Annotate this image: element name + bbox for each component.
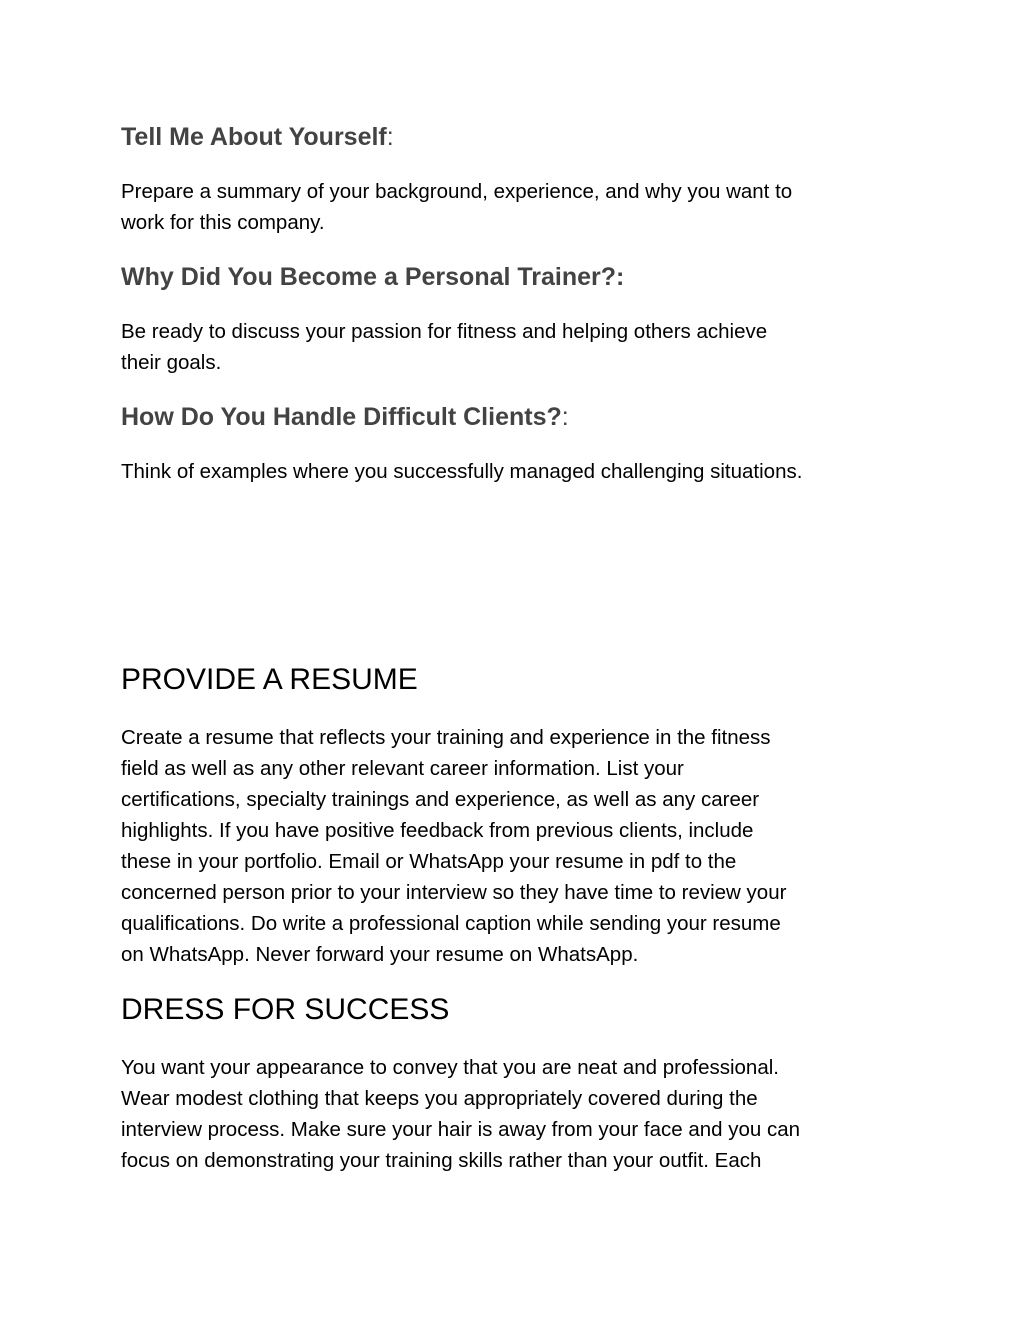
text-line: Prepare a summary of your background, experience, and why you want to <box>121 180 793 203</box>
text-line: You want your appearance to convey that you are neat and professional. <box>121 1056 779 1079</box>
heading-dress-for-success: DRESS FOR SUCCESS <box>121 993 450 1026</box>
subheading-why-personal-trainer <box>121 262 624 292</box>
text-line: field as well as any other relevant career information. List your <box>121 757 684 780</box>
text-line: Think of examples where you successfully managed challenging situations. <box>121 460 803 483</box>
paragraph-dress-for-success <box>121 1052 911 1176</box>
paragraph-difficult-clients <box>121 456 911 487</box>
text-line: focus on demonstrating your training skills rather than your outfit. Each <box>121 1149 762 1172</box>
subheading-text: Why Did You Become a Personal Trainer?: <box>121 263 625 291</box>
paragraph-provide-a-resume <box>121 722 911 970</box>
text-line: Create a resume that reflects your training and experience in the fitness <box>121 726 771 749</box>
text-line: Be ready to discuss your passion for fitness and helping others achieve <box>121 320 768 343</box>
subheading-text: How Do You Handle Difficult Clients? <box>121 403 562 431</box>
document-page <box>121 0 911 1325</box>
text-line: work for this company. <box>121 211 325 234</box>
paragraph-tell-me-about-yourself <box>121 176 911 238</box>
subheading-text: Tell Me About Yourself <box>121 123 387 151</box>
subheading-colon: : <box>561 403 569 431</box>
text-line: certifications, specialty trainings and experience, as well as any career <box>121 788 760 811</box>
text-line: interview process. Make sure your hair is away from your face and you can <box>121 1118 801 1141</box>
text-line: concerned person prior to your interview so they have time to review your <box>121 881 787 904</box>
subheading-tell-me-about-yourself <box>121 122 394 152</box>
subheading-difficult-clients <box>121 402 569 432</box>
text-line: these in your portfolio. Email or WhatsApp your resume in pdf to the <box>121 850 737 873</box>
text-line: on WhatsApp. Never forward your resume on WhatsApp. <box>121 943 639 966</box>
text-line: their goals. <box>121 351 222 374</box>
heading-provide-a-resume: PROVIDE A RESUME <box>121 663 418 696</box>
text-line: highlights. If you have positive feedback from previous clients, include <box>121 819 754 842</box>
text-line: qualifications. Do write a professional caption while sending your resume <box>121 912 781 935</box>
text-line: Wear modest clothing that keeps you appropriately covered during the <box>121 1087 758 1110</box>
subheading-colon: : <box>386 123 394 151</box>
paragraph-why-personal-trainer <box>121 316 911 378</box>
